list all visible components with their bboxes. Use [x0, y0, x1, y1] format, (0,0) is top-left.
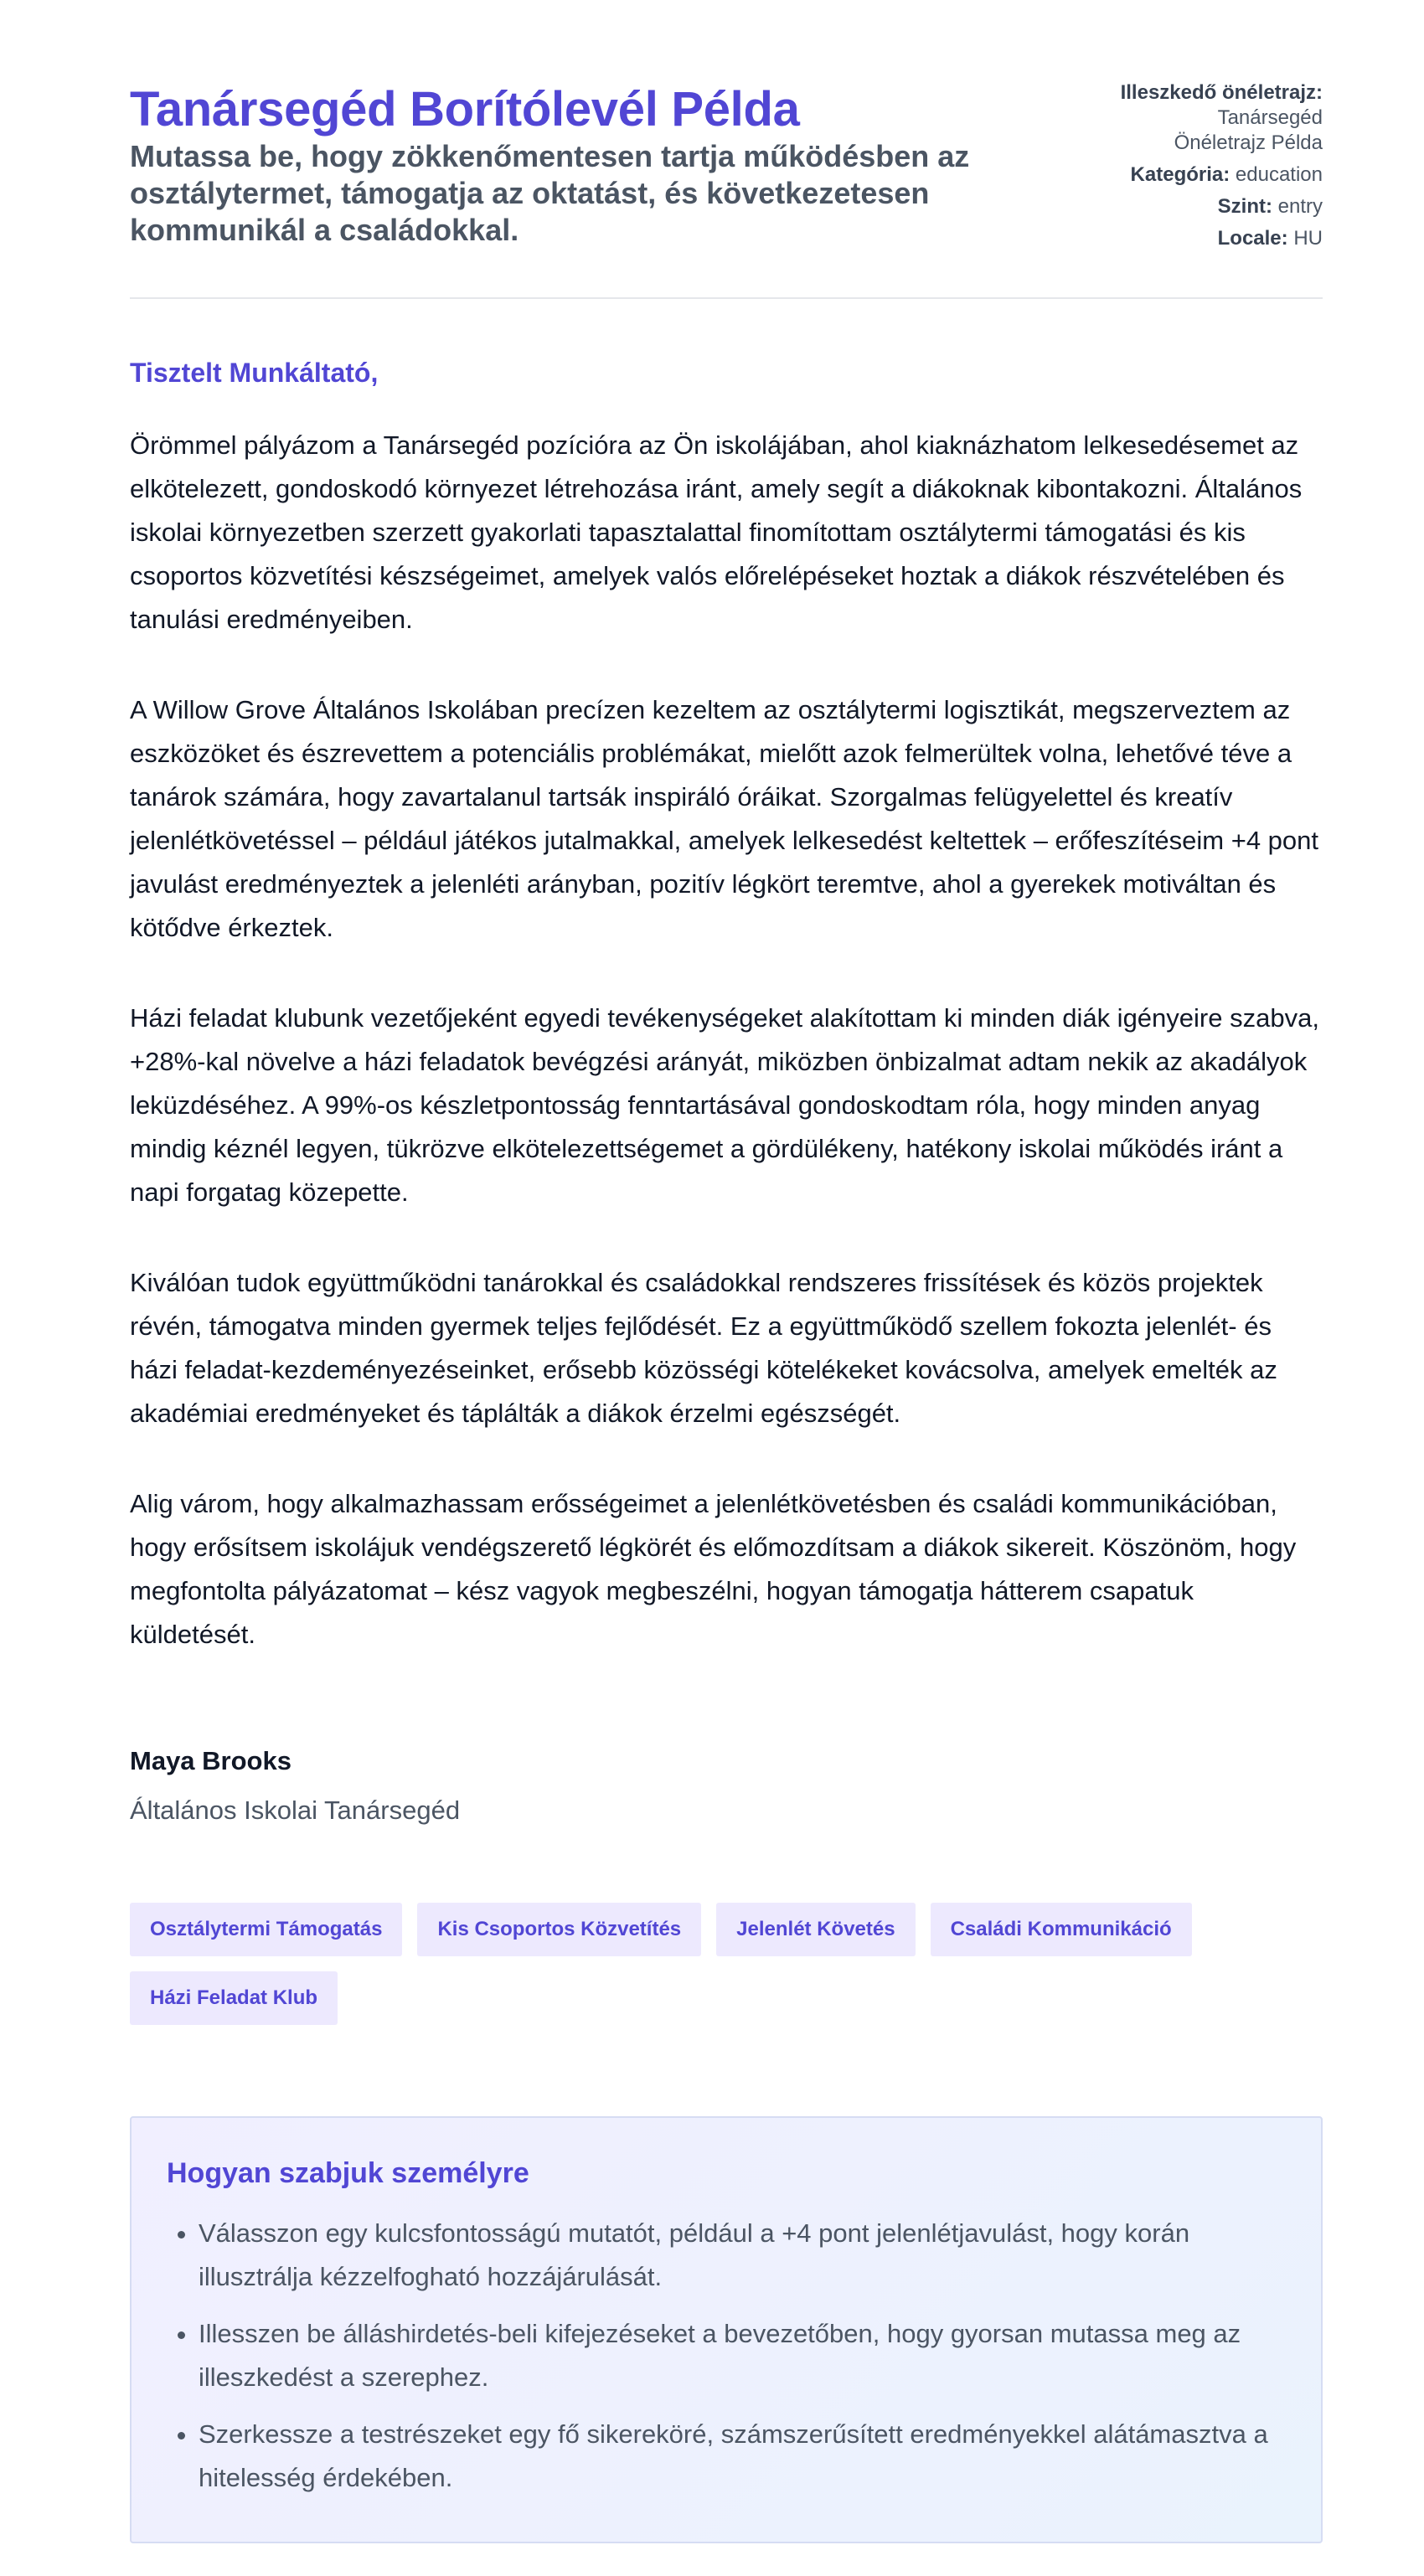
meta-level	[971, 194, 1323, 219]
meta-category-label: Kategória:	[1130, 163, 1231, 186]
meta-locale	[971, 226, 1323, 251]
tips-title: Hogyan szabjuk személyre	[167, 2157, 529, 2189]
meta-category	[971, 162, 1323, 188]
skill-tag: Kis Csoportos Közvetítés	[417, 1903, 701, 1956]
meta-resume-line2: Önéletrajz Példa	[1174, 131, 1323, 154]
skill-tag: Jelenlét Követés	[716, 1903, 915, 1956]
meta-panel	[971, 80, 1323, 251]
tips-list	[167, 2212, 1286, 2500]
meta-locale-label: Locale:	[1217, 227, 1288, 250]
page-subtitle: Mutassa be, hogy zökkenőmentesen tartja működésben az osztálytermet, támogatja az oktatást, és következetesen kommunikál a családokkal.	[130, 139, 970, 247]
signature-role: Általános Iskolai Tanársegéd	[130, 1795, 461, 1825]
skill-tag: Osztálytermi Támogatás	[130, 1903, 402, 1956]
letter-greeting: Tisztelt Munkáltató,	[130, 358, 379, 388]
meta-resume	[971, 80, 1323, 156]
tip-item: • Válasszon egy kulcsfontosságú mutatót, például a +4 pont jelenlétjavulást, hogy korán illusztrálja kézzelfogható hozzájárulását.	[199, 2212, 1286, 2299]
letter-paragraph: A Willow Grove Általános Iskolában precízen kezeltem az osztálytermi logisztikát, megszerveztem az eszközöket és észrevettem a potenciális problémákat, mielőtt azok felmerültek volna, lehetővé téve a tanárok számára, hogy zavartalanul tartsák inspiráló óráikat. Szorgalmas felügyelettel és kreatív jelenlétkövetéssel – például játékos jutalmakkal, amelyek lelkesedést keltettek – erőfeszítéseim +4 pont javulást eredményeztek a jelenléti arányban, pozitív légkört teremtve, ahol a gyerekek motiváltan és kötődve érkeztek.	[130, 695, 1319, 942]
letter-paragraph: Kiválóan tudok együttműködni tanárokkal és családokkal rendszeres frissítések és közös projektek révén, támogatva minden gyermek teljes fejlődését. Ez a együttműködő szellem fokozta jelenlét- és házi feladat-kezdeményezéseinket, erősebb közösségi kötelékeket kovácsolva, amelyek emelték az akadémiai eredményeket és táplálták a diákok érzelmi egészségét.	[130, 1268, 1277, 1428]
meta-level-label: Szint:	[1217, 195, 1272, 218]
letter-body	[130, 424, 1323, 1703]
meta-level-value: entry	[1277, 195, 1323, 218]
skill-tags	[130, 1903, 1323, 2025]
page-header	[130, 0, 1323, 299]
cover-letter-page	[130, 0, 1323, 2492]
letter-paragraph: Házi feladat klubunk vezetőjeként egyedi tevékenységeket alakítottam ki minden diák igényeire szabva, +28%-kal növelve a házi feladatok bevégzési arányát, miközben önbizalmat adtam nekik az akadályok leküzdéséhez. A 99%-os készletpontosság fenntartásával gondoskodtam róla, hogy minden anyag mindig kéznél legyen, tükrözve elkötelezettségemet a gördülékeny, hatékony iskolai működés iránt a napi forgatag közepette.	[130, 1003, 1319, 1207]
tip-item: • Illesszen be álláshirdetés-beli kifejezéseket a bevezetőben, hogy gyorsan mutassa meg az illeszkedést a szerephez.	[199, 2312, 1286, 2399]
meta-resume-line1: Tanársegéd	[1217, 106, 1323, 129]
meta-locale-value: HU	[1293, 227, 1323, 250]
signature-name: Maya Brooks	[130, 1746, 292, 1775]
letter-paragraph: Örömmel pályázom a Tanársegéd pozícióra az Ön iskolájában, ahol kiaknázhatom lelkesedésemet az elkötelezett, gondoskodó környezet létrehozása iránt, amely segít a diákoknak kibontakozni. Általános iskolai környezetben szerzett gyakorlati tapasztalattal finomítottam osztálytermi támogatási és kis csoportos közvetítési készségeimet, amelyek valós előrelépéseket hoztak a diákok részvételében és tanulási eredményeiben.	[130, 430, 1303, 634]
meta-resume-label: Illeszkedő önéletrajz:	[1120, 81, 1323, 104]
customization-tips	[130, 2116, 1323, 2543]
skill-tag: Házi Feladat Klub	[130, 1971, 338, 2025]
skill-tag: Családi Kommunikáció	[931, 1903, 1192, 1956]
letter-paragraph: Alig várom, hogy alkalmazhassam erősségeimet a jelenlétkövetésben és családi kommunikációban, hogy erősítsem iskolájuk vendégszerető légkörét és előmozdítsam a diákok sikereit. Köszönöm, hogy megfontolta pályázatomat – kész vagyok megbeszélni, hogyan támogatja hátterem csapatuk küldetését.	[130, 1489, 1297, 1649]
tip-item: • Szerkessze a testrészeket egy fő sikereköré, számszerűsített eredményekkel alátámasztva a hitelesség érdekében.	[199, 2413, 1286, 2500]
page-title: Tanársegéd Borítólevél Példa	[130, 82, 800, 137]
meta-category-value: education	[1235, 163, 1323, 186]
